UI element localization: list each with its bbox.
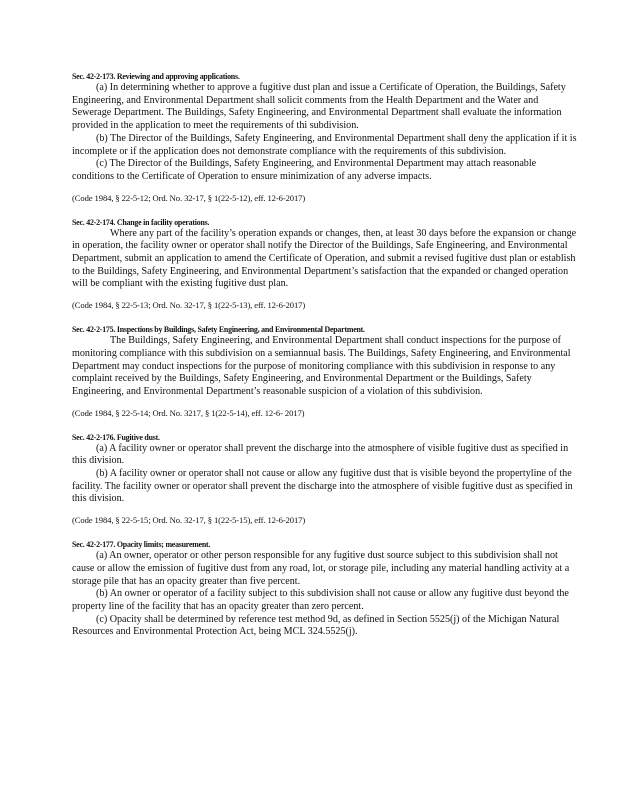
section-history: (Code 1984, § 22-5-14; Ord. No. 3217, § 1(22-5-14), eff. 12-6- 2017) [72,407,305,418]
section-42-2-177 [72,538,578,639]
section-heading: Sec. 42-2-174. Change in facility operations. [72,216,210,227]
paragraph: (a) In determining whether to approve a fugitive dust plan and issue a Certificate of Operation, the Buildings, Safety Engineering, and Environmental Department shall solicit comments from the Health Department and the Water and Sewerage Department. The Buildings, Safety Engineering, and Environmental Department shall evaluate the information provided in the application to meet the requirements of thi subdivision. [72,82,566,132]
paragraph: Where any part of the facility’s operation expands or changes, then, at least 30 days before the expansion or change in operation, the facility owner or operator shall notify the Director of the Buildings, Safe Engineering, and Environmental Department, submit an application to amend the Certificate of Operation, and submit a revised fugitive dust plan or establish to the Buildings, Safety Engineering, and Environmental Department’s satisfaction that the expanded or changed operation will be compliant with the existing fugitive dust plan. [72,227,577,290]
paragraph: The Buildings, Safety Engineering, and Environmental Department shall conduct inspections for the purpose of monitoring compliance with this subdivision on a semiannual basis. The Buildings, Safety Engineering, and Environmental Department may conduct inspections for the purpose of monitoring compliance with this subdivision in response to any complaint received by the Buildings, Safety Engineering, and Environmental Department or the Buildings, Safety Engineering, and Environmental Department’s reasonable suspicion of a violation of this subdivision. [72,335,571,397]
section-heading: Sec. 42-2-175. Inspections by Buildings, Safety Engineering, and Environmental Department. [72,324,365,335]
section-heading: Sec. 42-2-173. Reviewing and approving applications. [72,71,240,81]
section-42-2-175 [72,323,578,419]
section-42-2-174 [72,216,578,312]
paragraph: (c) Opacity shall be determined by reference test method 9d, as defined in Section 5525(j) of the Michigan Natural Resources and Environmental Protection Act, being MCL 324.5525(j). [72,613,560,638]
paragraph: (a) An owner, operator or other person responsible for any fugitive dust source subject to this subdivision shall not cause or allow the emission of fugitive dust from any road, lot, or storage pile, including any material handling activity at a storage pile that has an opacity greater than five percent. [72,550,570,587]
paragraph: (a) A facility owner or operator shall prevent the discharge into the atmosphere of visible fugitive dust as specified in this division. [72,442,569,467]
section-history: (Code 1984, § 22-5-13; Ord. No. 32-17, § 1(22-5-13), eff. 12-6-2017) [72,300,306,311]
section-42-2-176 [72,431,578,527]
section-42-2-173 [72,70,578,204]
paragraph: (b) The Director of the Buildings, Safety Engineering, and Environmental Department shall deny the application if it is incomplete or if the application does not demonstrate compliance with the requirements of this subdivision. [72,132,577,157]
paragraph: (b) A facility owner or operator shall not cause or allow any fugitive dust that is visible beyond the propertyline of the facility. The facility owner or operator shall prevent the discharge into the atmosphere of visible fugitive dust as specified in this division. [72,468,573,505]
paragraph: (c) The Director of the Buildings, Safety Engineering, and Environmental Department may attach reasonable conditions to the Certificate of Operation to ensure minimization of any adverse impacts. [72,158,537,182]
section-heading: Sec. 42-2-177. Opacity limits; measurement. [72,539,211,550]
section-history: (Code 1984, § 22-5-12; Ord. No. 32-17, § 1(22-5-12), eff. 12-6-2017) [72,192,306,203]
section-heading: Sec. 42-2-176. Fugitive dust. [72,431,160,442]
section-history: (Code 1984, § 22-5-15; Ord. No. 32-17, § 1(22-5-15), eff. 12-6-2017) [72,515,306,526]
paragraph: (b) An owner or operator of a facility subject to this subdivision shall not cause or allow any fugitive dust beyond the property line of the facility that has an opacity greater than zero percent. [72,588,569,612]
